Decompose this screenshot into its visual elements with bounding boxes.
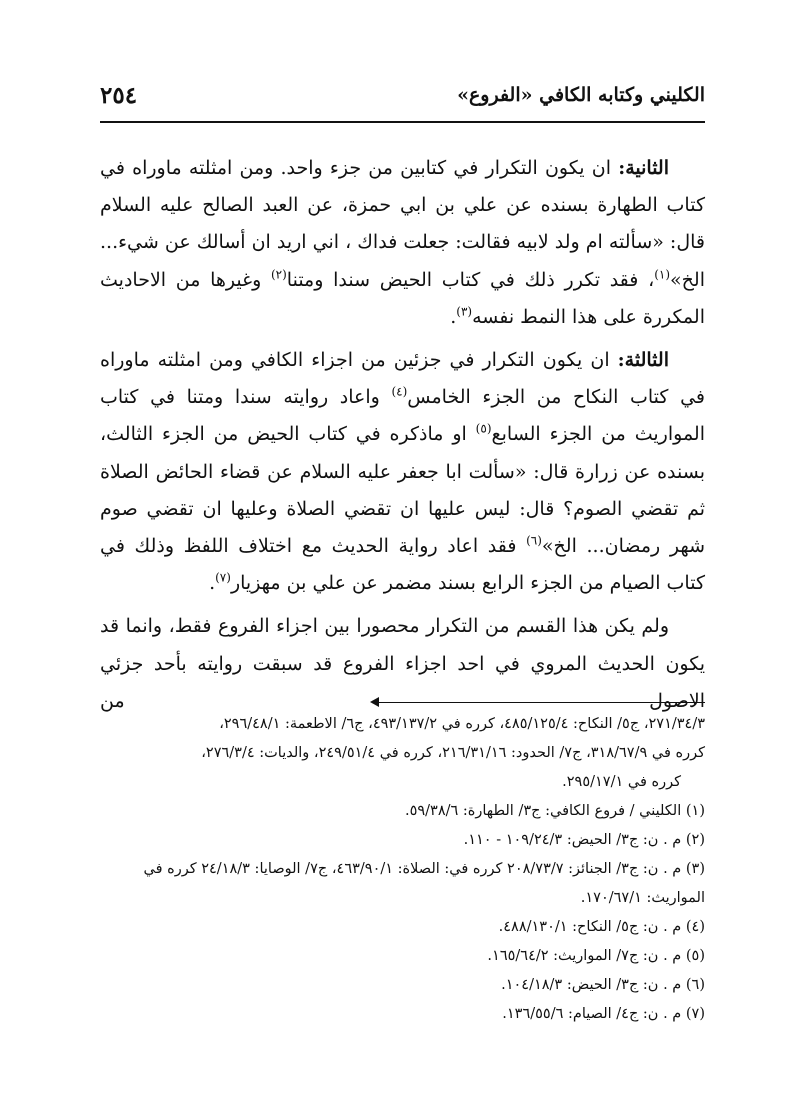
footnote-ref-3[interactable]: (٣) (456, 304, 473, 319)
footnote-5: (٥) م . ن: ج٧/ المواريث: ١٦٥/٦٤/٢. (487, 948, 705, 964)
paragraph-text: او ماذكره في كتاب الحيض من الجزء الثالث، بسنده عن زرارة قال: «سألت ابا جعفر عليه السلام عن قضاء الحائض الصلاة ثم تقضي الصوم؟ قال: ليس عليها ان تقضي الصلاة وعليها ان تقضي صوم شهر رمضان... الخ» (100, 423, 706, 558)
paragraph-lead: الثانية: (618, 157, 669, 179)
footnote-ref-5[interactable]: (٥) (475, 422, 492, 437)
footnote-ref-4[interactable]: (٤) (391, 384, 408, 399)
footnote-ref-6[interactable]: (٦) (526, 533, 542, 548)
paragraph-second-type (100, 150, 705, 336)
paragraph-text: . (209, 572, 216, 595)
footnote-2: (٢) م . ن: ج٣/ الحيض: ١٠٩/٢٤/٣ - ١١٠. (463, 832, 705, 848)
footnote-rule (375, 702, 705, 703)
footnote-1: (١) الكليني / فروع الكافي: ج٣/ الطهارة: ٥٩/٣٨/٦. (404, 803, 705, 819)
footnote-ref-7[interactable]: (٧) (215, 570, 231, 585)
footnote-line: ٢٧١/٣٤/٣، ج٥/ النكاح: ٤٨٥/١٢٥/٤، كرره في ٤٩٣/١٣٧/٢، ج٦/ الاطعمة: ٢٩٦/٤٨/١، (219, 716, 705, 732)
paragraph-text: واعاد روايته سندا ومتنا في كتاب المواريث من الجزء السابع (100, 386, 705, 446)
footnote-6: (٦) م . ن: ج٣/ الحيض: ١٠٤/١٨/٣. (501, 977, 705, 993)
paragraph-closing: ولم يكن هذا القسم من التكرار محصورا بين اجزاء الفروع فقط، وانما قد يكون الحديث المروي في احد اجزاء الفروع قد سبقت روايته بأحد جزئي الاصول من (100, 615, 705, 712)
paragraph-text: وغيرها من الاحاديث المكررة على هذا النمط نفسه (100, 268, 705, 328)
paragraph-text: ان يكون التكرار في جزئين من اجزاء الكافي ومن امثلته ماوراه في كتاب النكاح من الجزء الخامس (100, 349, 705, 409)
footnote-line: كرره في ٢٩٥/١٧/١. (562, 774, 681, 790)
paragraph-text: ان يكون التكرار في كتابين من جزء واحد. ومن امثلته ماوراه في كتاب الطهارة بسنده عن علي بن ابي حمزة، عن العبد الصالح عليه السلام قال: «سألته ام ولد لابيه فقالت: جعلت فداك ، اني اريد ان أسالك عن شيء... الخ» (100, 157, 705, 291)
paragraph-text: . (450, 305, 457, 328)
footnotes (100, 710, 705, 1029)
footnote-4: (٤) م . ن: ج٥/ النكاح: ٤٨٨/١٣٠/١. (498, 919, 705, 935)
header-rule (100, 121, 705, 123)
footnote-continuation (100, 710, 705, 797)
running-title: الكليني وكتابه الكافي «الفروع» (457, 84, 705, 106)
footnote-3: (٣) م . ن: ج٣/ الجنائز: ٢٠٨/٧٣/٧ كرره في: الصلاة: ٤٦٣/٩٠/١، ج٧/ الوصايا: ٢٤/١٨/٣ كرره في المواريث: ١٧٠/٦٧/١. (143, 861, 705, 906)
footnote-line: كرره في ٣١٨/٦٧/٩، ج٧/ الحدود: ٢١٦/٣١/١٦، كرره في ٢٤٩/٥١/٤، والديات: ٢٧٦/٣/٤، (201, 745, 705, 761)
paragraph-text: فقد اعاد رواية الحديث مع اختلاف اللفظ وذلك في كتاب الصيام من الجزء الرابع بسند مضمر عن علي بن مهزيار (100, 535, 705, 595)
footnote-7: (٧) م . ن: ج٤/ الصيام: ١٣٦/٥٥/٦. (502, 1006, 705, 1022)
paragraph-third-type (100, 342, 705, 602)
main-text (100, 150, 705, 720)
page-number: ٢٥٤ (100, 82, 138, 109)
paragraph-text: ، فقد تكرر ذلك في كتاب الحيض سندا ومتنا (286, 268, 655, 291)
paragraph-lead: الثالثة: (617, 349, 669, 372)
footnote-ref-2[interactable]: (٢) (270, 267, 287, 282)
footnote-ref-1[interactable]: (١) (654, 267, 671, 282)
page-header (100, 82, 705, 118)
